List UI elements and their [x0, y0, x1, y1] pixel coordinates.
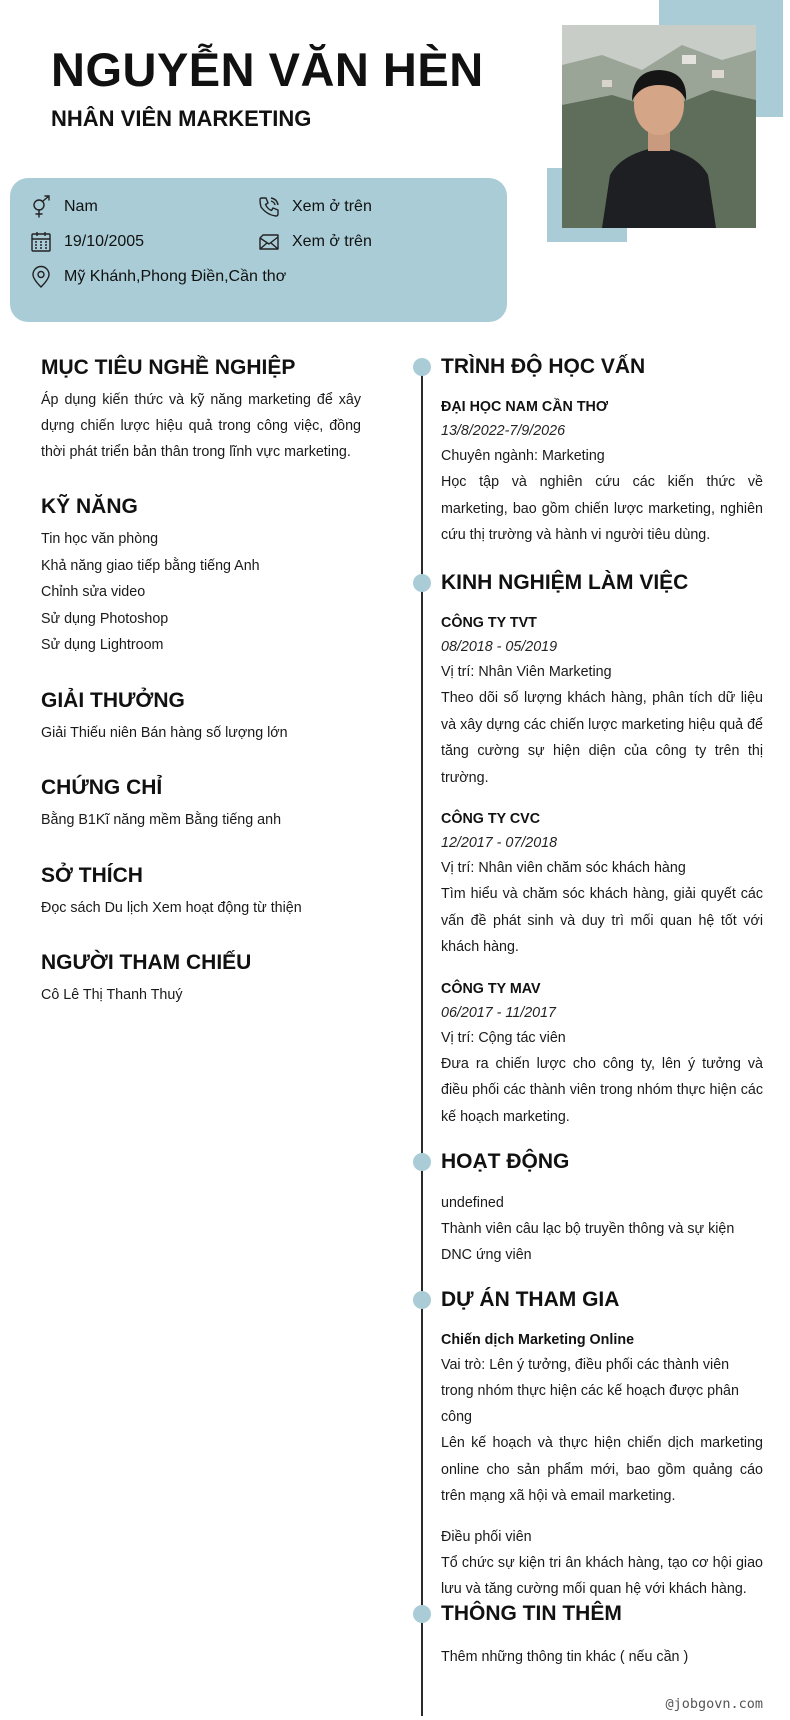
- job-position: Vị trí: Nhân viên chăm sóc khách hàng: [441, 860, 686, 876]
- project-role: Điều phối viên: [441, 1528, 532, 1545]
- additional-entry: [441, 1644, 763, 1670]
- additional-title: THÔNG TIN THÊM: [441, 1602, 622, 1625]
- skill-item: Khả năng giao tiếp bằng tiếng Anh: [41, 557, 260, 574]
- activity-line: undefined: [441, 1195, 504, 1211]
- job-position: Vị trí: Cộng tác viên: [441, 1029, 566, 1046]
- timeline-dot: [413, 1605, 431, 1623]
- job-date: 12/2017 - 07/2018: [441, 835, 558, 851]
- awards-text: Giải Thiếu niên Bán hàng số lượng lớn: [41, 724, 288, 741]
- awards-title: GIẢI THƯỞNG: [41, 688, 185, 712]
- gender-value: Nam: [64, 198, 98, 215]
- contact-info-box: [10, 178, 507, 322]
- watermark: @jobgovn.com: [665, 1696, 763, 1712]
- job-description: Tìm hiểu và chăm sóc khách hàng, giải quyết các vấn đề phát sinh và duy trì mối quan hệ tốt với khách hàng.: [441, 886, 763, 955]
- timeline-dot: [413, 358, 431, 376]
- project-name: Chiến dịch Marketing Online: [441, 1332, 635, 1348]
- timeline-line: [421, 366, 423, 1716]
- awards-section: [41, 689, 361, 747]
- school-name: ĐẠI HỌC NAM CẦN THƠ: [441, 399, 609, 415]
- email-value: Xem ở trên: [292, 233, 372, 250]
- activity-line: Thành viên câu lạc bộ truyền thông và sự kiện DNC ứng viên: [441, 1221, 735, 1263]
- references-text: Cô Lê Thị Thanh Thuý: [41, 987, 183, 1003]
- objective-title: MỤC TIÊU NGHỀ NGHIỆP: [41, 356, 296, 379]
- job-entry: [441, 611, 763, 791]
- job-position: Vị trí: Nhân Viên Marketing: [441, 664, 612, 680]
- skill-item: Sử dụng Photoshop: [41, 610, 169, 627]
- timeline-dot: [413, 574, 431, 592]
- timeline-dot: [413, 1153, 431, 1171]
- skill-item: Tin học văn phòng: [41, 531, 159, 547]
- skills-section: [41, 495, 361, 659]
- contact-gender: [29, 195, 98, 219]
- job-entry: [441, 977, 763, 1131]
- job-company: CÔNG TY TVT: [441, 615, 537, 631]
- skill-item: Sử dụng Lightroom: [41, 637, 164, 653]
- job-description: Đưa ra chiến lược cho công ty, lên ý tưởng và điều phối các thành viên trong nhóm thực hiện các kế hoạch marketing.: [441, 1055, 763, 1125]
- activities-section: [441, 1146, 763, 1268]
- projects-section: [441, 1284, 763, 1603]
- skills-title: KỸ NĂNG: [41, 495, 138, 518]
- contact-address: [29, 265, 286, 289]
- job-date: 06/2017 - 11/2017: [441, 1004, 557, 1021]
- project-entry: [441, 1524, 763, 1603]
- education-major: Chuyên ngành: Marketing: [441, 448, 605, 464]
- project-description: Lên kế hoạch và thực hiện chiến dịch marketing online cho sản phẩm mới, bao gồm quảng cáo trên mạng xã hội và email marketing.: [441, 1435, 763, 1504]
- education-entry: [441, 395, 763, 549]
- job-entry: [441, 807, 763, 961]
- phone-value: Xem ở trên: [292, 198, 372, 215]
- calendar-icon: [29, 230, 53, 254]
- contact-email: [257, 230, 372, 254]
- mail-icon: [257, 230, 281, 254]
- job-company: CÔNG TY MAV: [441, 980, 541, 997]
- project-description: Tổ chức sự kiện tri ân khách hàng, tạo cơ hội giao lưu và tăng cường mối quan hệ với khách hàng.: [441, 1554, 763, 1597]
- job-description: Theo dõi số lượng khách hàng, phân tích dữ liệu và xây dựng các chiến lược marketing hiệu quả để tăng cường sự hiện diện của công ty trên thị trường.: [441, 690, 763, 786]
- activity-entry: [441, 1190, 763, 1268]
- project-entry: [441, 1328, 763, 1510]
- contact-birthday: [29, 230, 144, 254]
- gender-icon: [29, 195, 53, 219]
- additional-section: [441, 1598, 763, 1670]
- job-date: 08/2018 - 05/2019: [441, 639, 558, 655]
- certificates-text: Bằng B1Kĩ năng mềm Bằng tiếng anh: [41, 812, 282, 828]
- timeline-dot: [413, 1291, 431, 1309]
- references-section: [41, 951, 361, 1009]
- activities-title: HOẠT ĐỘNG: [441, 1150, 570, 1173]
- address-value: Mỹ Khánh,Phong Điền,Cần thơ: [64, 268, 287, 285]
- objective-section: [41, 356, 361, 465]
- education-date: 13/8/2022-7/9/2026: [441, 423, 566, 439]
- contact-phone: [257, 195, 372, 219]
- left-column: [41, 356, 361, 1039]
- project-role: Vai trò: Lên ý tưởng, điều phối các thành viên trong nhóm thực hiện các kế hoạch được phân công: [441, 1357, 739, 1425]
- candidate-name: NGUYỄN VĂN HÈN: [51, 43, 484, 96]
- job-title: NHÂN VIÊN MARKETING: [51, 106, 312, 131]
- hobbies-text: Đọc sách Du lịch Xem hoạt động từ thiện: [41, 899, 302, 916]
- references-title: NGƯỜI THAM CHIẾU: [41, 951, 252, 974]
- hobbies-title: SỞ THÍCH: [41, 863, 143, 887]
- profile-photo: [562, 25, 756, 228]
- experience-title: KINH NGHIỆM LÀM VIỆC: [441, 571, 689, 594]
- education-title: TRÌNH ĐỘ HỌC VẤN: [441, 355, 646, 378]
- objective-text: Áp dụng kiến thức và kỹ năng marketing để xây dựng chiến lược hiệu quả trong công việc, đồng thời phát triển bản thân trong lĩnh vực marketing.: [41, 392, 361, 460]
- additional-text: Thêm những thông tin khác ( nếu cần ): [441, 1649, 689, 1665]
- hobbies-section: [41, 864, 361, 922]
- job-company: CÔNG TY CVC: [441, 811, 541, 827]
- certificates-section: [41, 776, 361, 834]
- education-section: [441, 351, 763, 549]
- skill-item: Chỉnh sửa video: [41, 584, 146, 600]
- education-description: Học tập và nghiên cứu các kiến thức về marketing, bao gồm chiến lược marketing, nghiên cứu thị trường và hành vi người tiêu dùng.: [441, 474, 763, 543]
- projects-title: DỰ ÁN THAM GIA: [441, 1288, 620, 1311]
- phone-icon: [257, 195, 281, 219]
- certificates-title: CHỨNG CHỈ: [41, 776, 163, 799]
- location-icon: [29, 265, 53, 289]
- birthday-value: 19/10/2005: [64, 233, 145, 250]
- experience-section: [441, 567, 763, 1130]
